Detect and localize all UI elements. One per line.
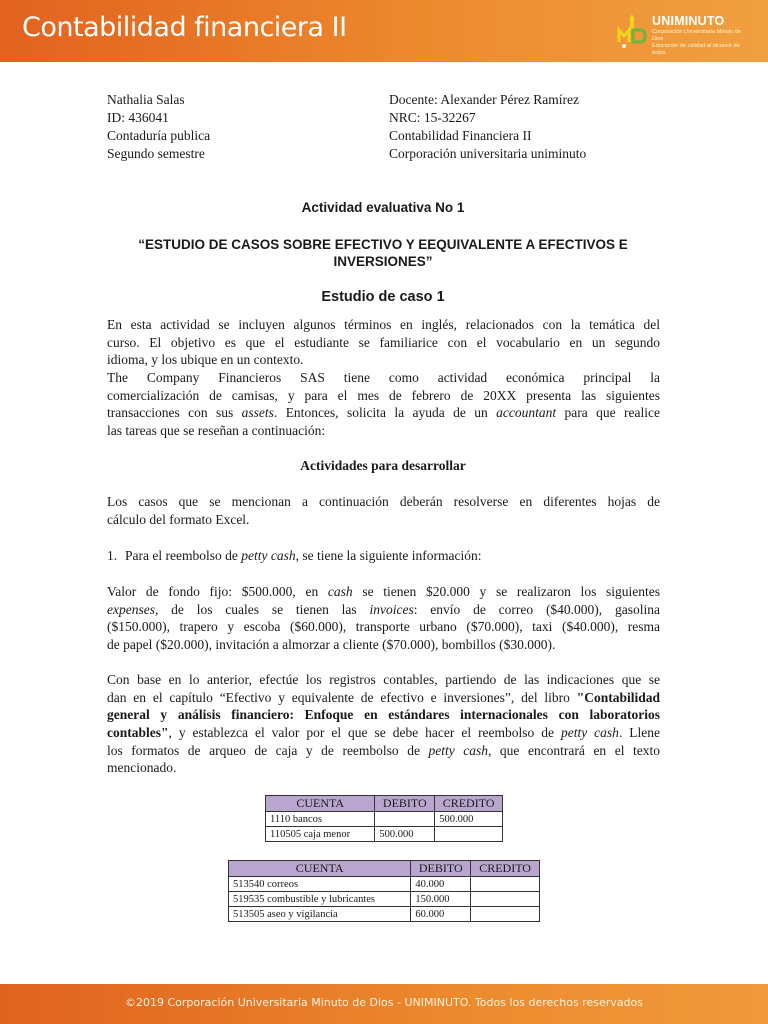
table-cell-debit: [375, 812, 435, 827]
case-title: Estudio de caso 1: [321, 289, 445, 305]
page-header: [0, 0, 768, 62]
list-text: Para el reembolso de: [125, 548, 242, 563]
page-footer: [0, 984, 768, 1024]
instructions-line-1: Con base en lo anterior, efectúe los registros contables, partiendo de las indicaciones que se: [107, 672, 660, 687]
fund-line-2: [107, 601, 660, 619]
logo-subtitle-line-2: Educación de calidad al alcance de todos: [652, 43, 740, 56]
intro-text: transacciones con sus: [107, 405, 242, 421]
main-title-line-1: “ESTUDIO DE CASOS SOBRE EFECTIVO Y EEQUIVALENTE A EFECTIVOS E: [138, 237, 628, 252]
fund-text: Valor de fondo fijo: $500.000, en: [107, 584, 328, 599]
intro-text: . Entonces, solicita la ayuda de un: [273, 405, 497, 421]
fund-paragraph: [107, 583, 660, 654]
instructions-line-3: [107, 706, 660, 724]
table-cell-credit: 500.000: [435, 812, 503, 827]
table-row: [229, 892, 540, 907]
uniminuto-logo-icon: [616, 12, 648, 50]
table-cell-credit: [471, 877, 540, 892]
logo-subtitle: [652, 29, 744, 57]
intro-line-3: idioma, y los ubique en un contexto.: [107, 352, 304, 368]
term-invoices: invoices: [369, 601, 414, 617]
table-cell-debit: 40.000: [411, 877, 471, 892]
table-cell-account: 110505 caja menor: [266, 827, 375, 842]
column-header-credito: CREDITO: [471, 861, 540, 877]
intro-text: para que realice: [556, 405, 660, 421]
logo-subtitle-line-1: Corporación Universitaria Minuto de Dios: [652, 29, 742, 42]
table-row: [266, 812, 503, 827]
fund-text: : envío de correo ($40.000), gasolina: [413, 601, 660, 617]
table-row: [229, 877, 540, 892]
instructions-text: , y establezca el valor por el que se debe hacer el reembolso de: [168, 725, 561, 741]
activities-title: Actividades para desarrollar: [300, 458, 466, 473]
main-title-line-2: INVERSIONES”: [333, 254, 433, 269]
accounting-table-2: [228, 860, 540, 922]
student-program: Contaduría publica: [107, 128, 211, 143]
column-header-cuenta: CUENTA: [266, 796, 375, 812]
term-petty-cash: petty cash,: [428, 742, 492, 758]
term-cash: cash: [327, 584, 353, 599]
instructions-text: que encontrará en el texto: [491, 742, 660, 758]
list-item-1-line: [107, 547, 660, 565]
list-number: 1.: [107, 548, 118, 563]
table-cell-account: 513540 correos: [229, 877, 411, 892]
fund-line-4: de papel ($20.000), invitación a almorzar a cliente ($70.000), bombillos ($30.000).: [107, 637, 556, 653]
term-petty-cash: petty cash: [560, 725, 619, 741]
column-header-credito: CREDITO: [435, 796, 503, 812]
table-cell-debit: 60.000: [411, 907, 471, 922]
student-semester: Segundo semestre: [107, 146, 205, 161]
cases-line-2: cálculo del formato Excel.: [107, 511, 250, 527]
activity-title: Actividad evaluativa No 1: [301, 200, 465, 215]
footer-copyright: ©2019 Corporación Universitaria Minuto de Dios - UNIMINUTO. Todos los derechos reservados: [125, 996, 643, 1009]
instructions-text: dan en el capítulo “Efectivo y equivalente de efectivo e inversiones”, del libro: [107, 689, 577, 705]
column-header-cuenta: CUENTA: [229, 861, 411, 877]
table-cell-credit: [435, 827, 503, 842]
student-info: [107, 91, 210, 163]
book-title: general y análisis financiero: Enfoque en estándares internacionales con laboratorios: [107, 707, 660, 723]
instructions-line-2: [107, 689, 660, 707]
list-text: , se tiene la siguiente información:: [295, 548, 482, 563]
column-header-debito: DEBITO: [411, 861, 471, 877]
course-nrc: NRC: 15-32267: [389, 110, 476, 125]
instructions-text: los formatos de arqueo de caja y de reembolso de: [107, 742, 429, 758]
intro-line-2: curso. El objetivo es que el estudiante se familiarice con el vocabulario en un segundo: [107, 334, 660, 350]
table-row: [266, 827, 503, 842]
intro-line-7: las tareas que se reseñan a continuación:: [107, 423, 326, 439]
student-name: Nathalia Salas: [107, 92, 185, 107]
instructions-line-4: [107, 724, 660, 742]
term-petty-cash: petty cash: [241, 548, 296, 563]
accounting-table-1: [265, 795, 503, 842]
table-cell-account: 519535 combustible y lubricantes: [229, 892, 411, 907]
book-title: "Contabilidad: [576, 689, 660, 705]
header-title: Contabilidad financiera II: [22, 12, 347, 43]
uniminuto-logo: [614, 8, 744, 56]
intro-line-4: The Company Financieros SAS tiene como actividad económica principal la: [107, 370, 660, 386]
table-cell-debit: 500.000: [375, 827, 435, 842]
table-header-row: [266, 796, 503, 812]
logo-name: UNIMINUTO: [652, 14, 725, 28]
term-expenses: expenses: [107, 601, 155, 617]
table-header-row: [229, 861, 540, 877]
course-institution: Corporación universitaria uniminuto: [389, 146, 587, 161]
instructions-text: . Llene: [618, 725, 660, 741]
table-cell-debit: 150.000: [411, 892, 471, 907]
table-row: [229, 907, 540, 922]
intro-line-1: En esta actividad se incluyen algunos términos en inglés, relacionados con la temática del: [107, 317, 660, 332]
instructions-line-5: [107, 742, 660, 760]
cases-paragraph: [107, 493, 660, 528]
fund-text: se tienen $20.000 y se realizaron los siguientes: [352, 584, 660, 599]
course-subject: Contabilidad Financiera II: [389, 128, 532, 143]
student-id: ID: 436041: [107, 110, 169, 125]
course-info: [389, 91, 586, 163]
fund-text: , de los cuales se tienen las: [154, 601, 370, 617]
fund-line-1: [107, 583, 660, 601]
intro-line-6: [107, 404, 660, 422]
instructions-line-6: mencionado.: [107, 760, 177, 776]
intro-line-5: comercialización de camisas, y para el mes de febrero de 20XX presenta las siguientes: [107, 387, 660, 403]
table-cell-credit: [471, 892, 540, 907]
table-cell-account: 513505 aseo y vigilancia: [229, 907, 411, 922]
intro-paragraph: [107, 316, 660, 440]
table-cell-account: 1110 bancos: [266, 812, 375, 827]
cases-line-1: Los casos que se mencionan a continuación deberán resolverse en diferentes hojas de: [107, 494, 660, 509]
term-accountant: accountant: [496, 405, 557, 421]
book-title: contables": [107, 725, 169, 741]
main-title: [100, 236, 666, 270]
list-item-1: [107, 547, 660, 565]
course-teacher: Docente: Alexander Pérez Ramírez: [389, 92, 580, 107]
table-cell-credit: [471, 907, 540, 922]
fund-line-3: ($150.000), trapero y escoba ($60.000), transporte urbano ($70.000), taxi ($40.000), resma: [107, 619, 660, 635]
term-assets: assets: [241, 405, 274, 421]
instructions-paragraph: [107, 671, 660, 777]
column-header-debito: DEBITO: [375, 796, 435, 812]
